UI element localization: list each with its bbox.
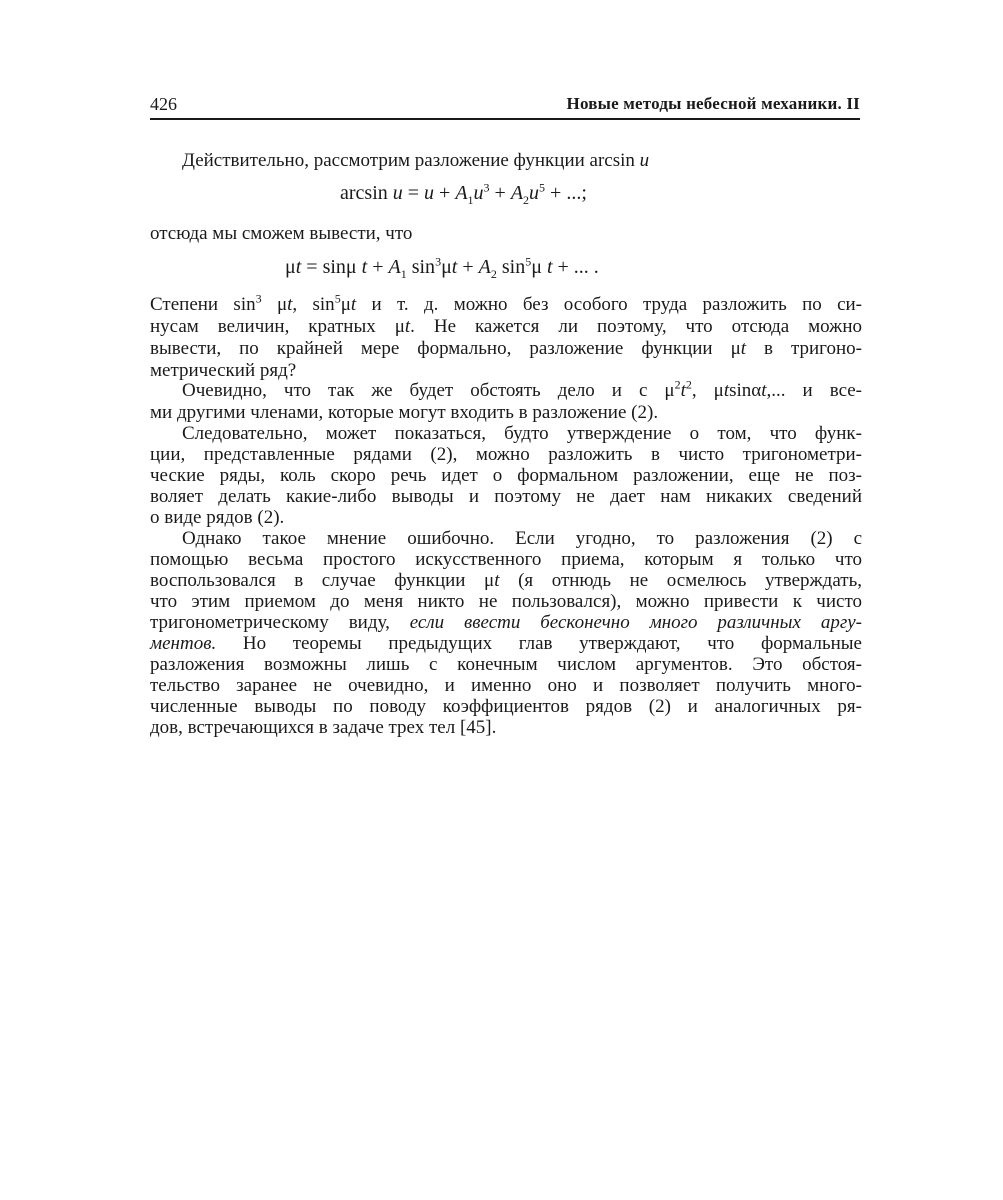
equation-arcsin: $\arcsin u = u + A_1u^3 + A_2u^5$ + ...; bbox=[340, 180, 587, 207]
p4-line-7: разложения возможны лишь с конечным числом аргументов. Это обстоя- bbox=[150, 654, 862, 675]
p4-line-9: численные выводы по поводу коэффициентов рядов (2) и аналогичных ря- bbox=[150, 696, 862, 717]
p4-line-4: что этим приемом до меня никто не пользовался), можно привести к чисто bbox=[150, 591, 862, 612]
p3-line-5: о виде рядов (2). bbox=[150, 507, 285, 528]
running-head bbox=[150, 94, 860, 120]
page-number: 426 bbox=[150, 94, 177, 114]
p2-line-1: Очевидно, что так же будет обстоять дело и с $\mu^2t^2$, μtsinαt,... и все- bbox=[182, 377, 863, 401]
equation-mu-t: μt = sinμ $t + A_1$ $\sin^3\mu t + A_2$ $\sin^5\mu$ t + ... . bbox=[285, 254, 599, 281]
running-title: Новые методы небесной механики. II bbox=[566, 94, 860, 113]
p2-line-2: ми другими членами, которые могут входить в разложение (2). bbox=[150, 402, 659, 423]
p4-line-6: ментов. Но теоремы предыдущих глав утверждают, что формальные bbox=[150, 633, 862, 654]
p4-line-1: Однако такое мнение ошибочно. Если угодно, то разложения (2) с bbox=[182, 528, 862, 549]
p4-line-10: дов, встречающихся в задаче трех тел [45]. bbox=[150, 717, 497, 738]
p3-line-1: Следовательно, может показаться, будто утверждение о том, что функ- bbox=[182, 423, 862, 444]
p3-line-3: ческие ряды, коль скоро речь идет о формальном разложении, еще не поз- bbox=[150, 465, 862, 486]
p4-line-5: тригонометрическому виду, если ввести бесконечно много различных аргу- bbox=[150, 612, 862, 633]
p4-line-8: тельство заранее не очевидно, и именно оно и позволяет получить много- bbox=[150, 675, 862, 696]
p4-line-3: воспользовался в случае функции μt (я отнюдь не осмелюсь утверждать, bbox=[150, 570, 863, 591]
p3-line-2: ции, представленные рядами (2), можно разложить в чисто тригонометри- bbox=[150, 444, 862, 465]
p1-line-4: метрический ряд? bbox=[150, 360, 297, 381]
intro-line: Действительно, рассмотрим разложение функции arcsin u bbox=[182, 150, 650, 171]
reference-45[interactable]: [45] bbox=[459, 717, 492, 738]
p1-line-3: вывести, по крайней мере формально, разложение функции μt в тригоно- bbox=[150, 338, 862, 359]
p4-line-2: помощью весьма простого искусственного приема, которым я только что bbox=[150, 549, 862, 570]
text-line-hence: отсюда мы сможем вывести, что bbox=[150, 223, 413, 244]
p1-line-2: нусам величин, кратных μt. Не кажется ли поэтому, что отсюда можно bbox=[150, 316, 862, 337]
p3-line-4: воляет делать какие-либо выводы и поэтому не дает нам никаких сведений bbox=[150, 486, 862, 507]
p1-line-1: Степени $\sin^3 \mu t$, $\sin^5\mu t$ и т. д. можно без особого труда разложить по си- bbox=[150, 291, 863, 315]
